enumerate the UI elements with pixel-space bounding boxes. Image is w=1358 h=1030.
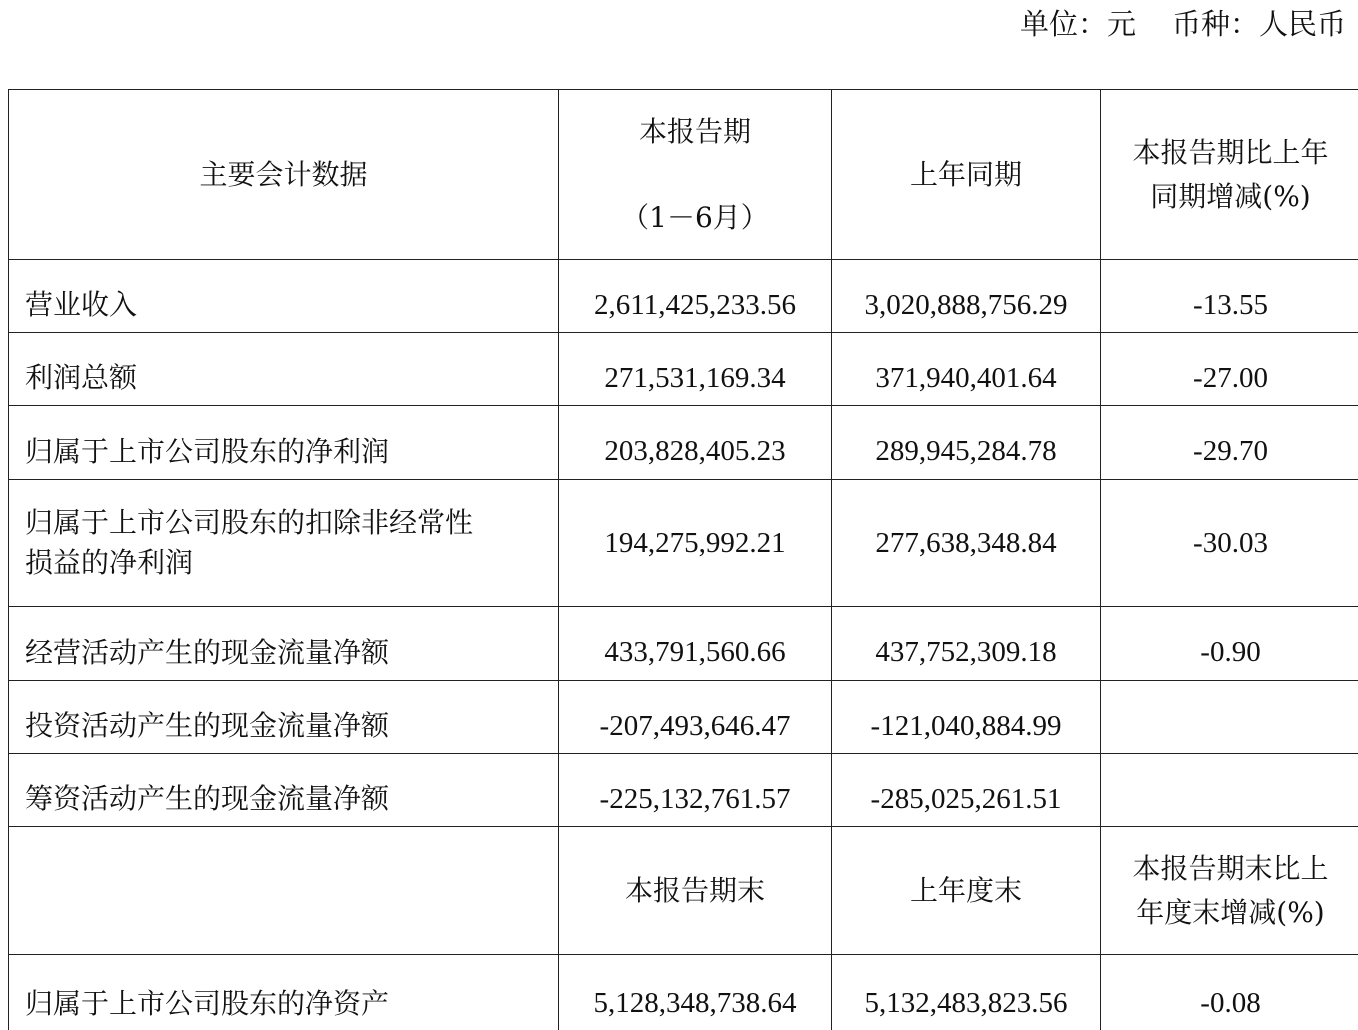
- row-label: 投资活动产生的现金流量净额: [9, 681, 559, 754]
- table-row: [9, 681, 1358, 754]
- current-value: 271,531,169.34: [559, 333, 832, 406]
- current-value: 194,275,992.21: [559, 480, 832, 607]
- table-row: [9, 406, 1358, 480]
- change-value: -29.70: [1101, 406, 1358, 480]
- change-value: [1101, 681, 1358, 754]
- change-value: [1101, 754, 1358, 827]
- prior-value: -285,025,261.51: [832, 754, 1101, 827]
- change-value: -30.03: [1101, 480, 1358, 607]
- row-label: 经营活动产生的现金流量净额: [9, 607, 559, 681]
- header-prior-year-end: 上年度末: [832, 827, 1101, 955]
- row-label: 归属于上市公司股东的扣除非经常性 损益的净利润: [9, 480, 559, 607]
- current-value: -225,132,761.57: [559, 754, 832, 827]
- current-value: 203,828,405.23: [559, 406, 832, 480]
- table-subheader-row: [9, 827, 1358, 955]
- header-prior-period: 上年同期: [832, 90, 1101, 260]
- row-label: 筹资活动产生的现金流量净额: [9, 754, 559, 827]
- row-label: 利润总额: [9, 333, 559, 406]
- change-value: -0.08: [1101, 955, 1358, 1030]
- table-row: [9, 607, 1358, 681]
- prior-value: 289,945,284.78: [832, 406, 1101, 480]
- prior-value: 3,020,888,756.29: [832, 260, 1101, 333]
- change-value: -0.90: [1101, 607, 1358, 681]
- row-label: 归属于上市公司股东的净利润: [9, 406, 559, 480]
- table-row: [9, 480, 1358, 607]
- row-label: 归属于上市公司股东的净资产: [9, 955, 559, 1030]
- unit-currency-note: [1020, 4, 1346, 44]
- table-header-row: [9, 90, 1358, 260]
- prior-value: -121,040,884.99: [832, 681, 1101, 754]
- change-value: -27.00: [1101, 333, 1358, 406]
- table-row: [9, 754, 1358, 827]
- header-period-end: 本报告期末: [559, 827, 832, 955]
- current-value: -207,493,646.47: [559, 681, 832, 754]
- current-value: 433,791,560.66: [559, 607, 832, 681]
- unit-label: 单位：元: [1019, 7, 1136, 41]
- current-value: 5,128,348,738.64: [559, 955, 832, 1030]
- prior-value: 277,638,348.84: [832, 480, 1101, 607]
- row-label: 营业收入: [9, 260, 559, 333]
- change-value: -13.55: [1101, 260, 1358, 333]
- header-accounting-data: 主要会计数据: [9, 90, 559, 260]
- current-value: 2,611,425,233.56: [559, 260, 832, 333]
- prior-value: 5,132,483,823.56: [832, 955, 1101, 1030]
- prior-value: 371,940,401.64: [832, 333, 1101, 406]
- table-row: [9, 333, 1358, 406]
- header-yoy-change: 本报告期比上年 同期增减(%): [1101, 90, 1358, 260]
- currency-label: 币种：人民币: [1171, 7, 1346, 41]
- header-period-end-change: 本报告期末比上 年度末增减(%): [1101, 827, 1358, 955]
- table-row: [9, 260, 1358, 333]
- prior-value: 437,752,309.18: [832, 607, 1101, 681]
- header-current-period: 本报告期 （1－6月）: [559, 90, 832, 260]
- table-row: [9, 955, 1358, 1030]
- subheader-empty: [9, 827, 559, 955]
- key-accounting-data-table: [8, 89, 1358, 1030]
